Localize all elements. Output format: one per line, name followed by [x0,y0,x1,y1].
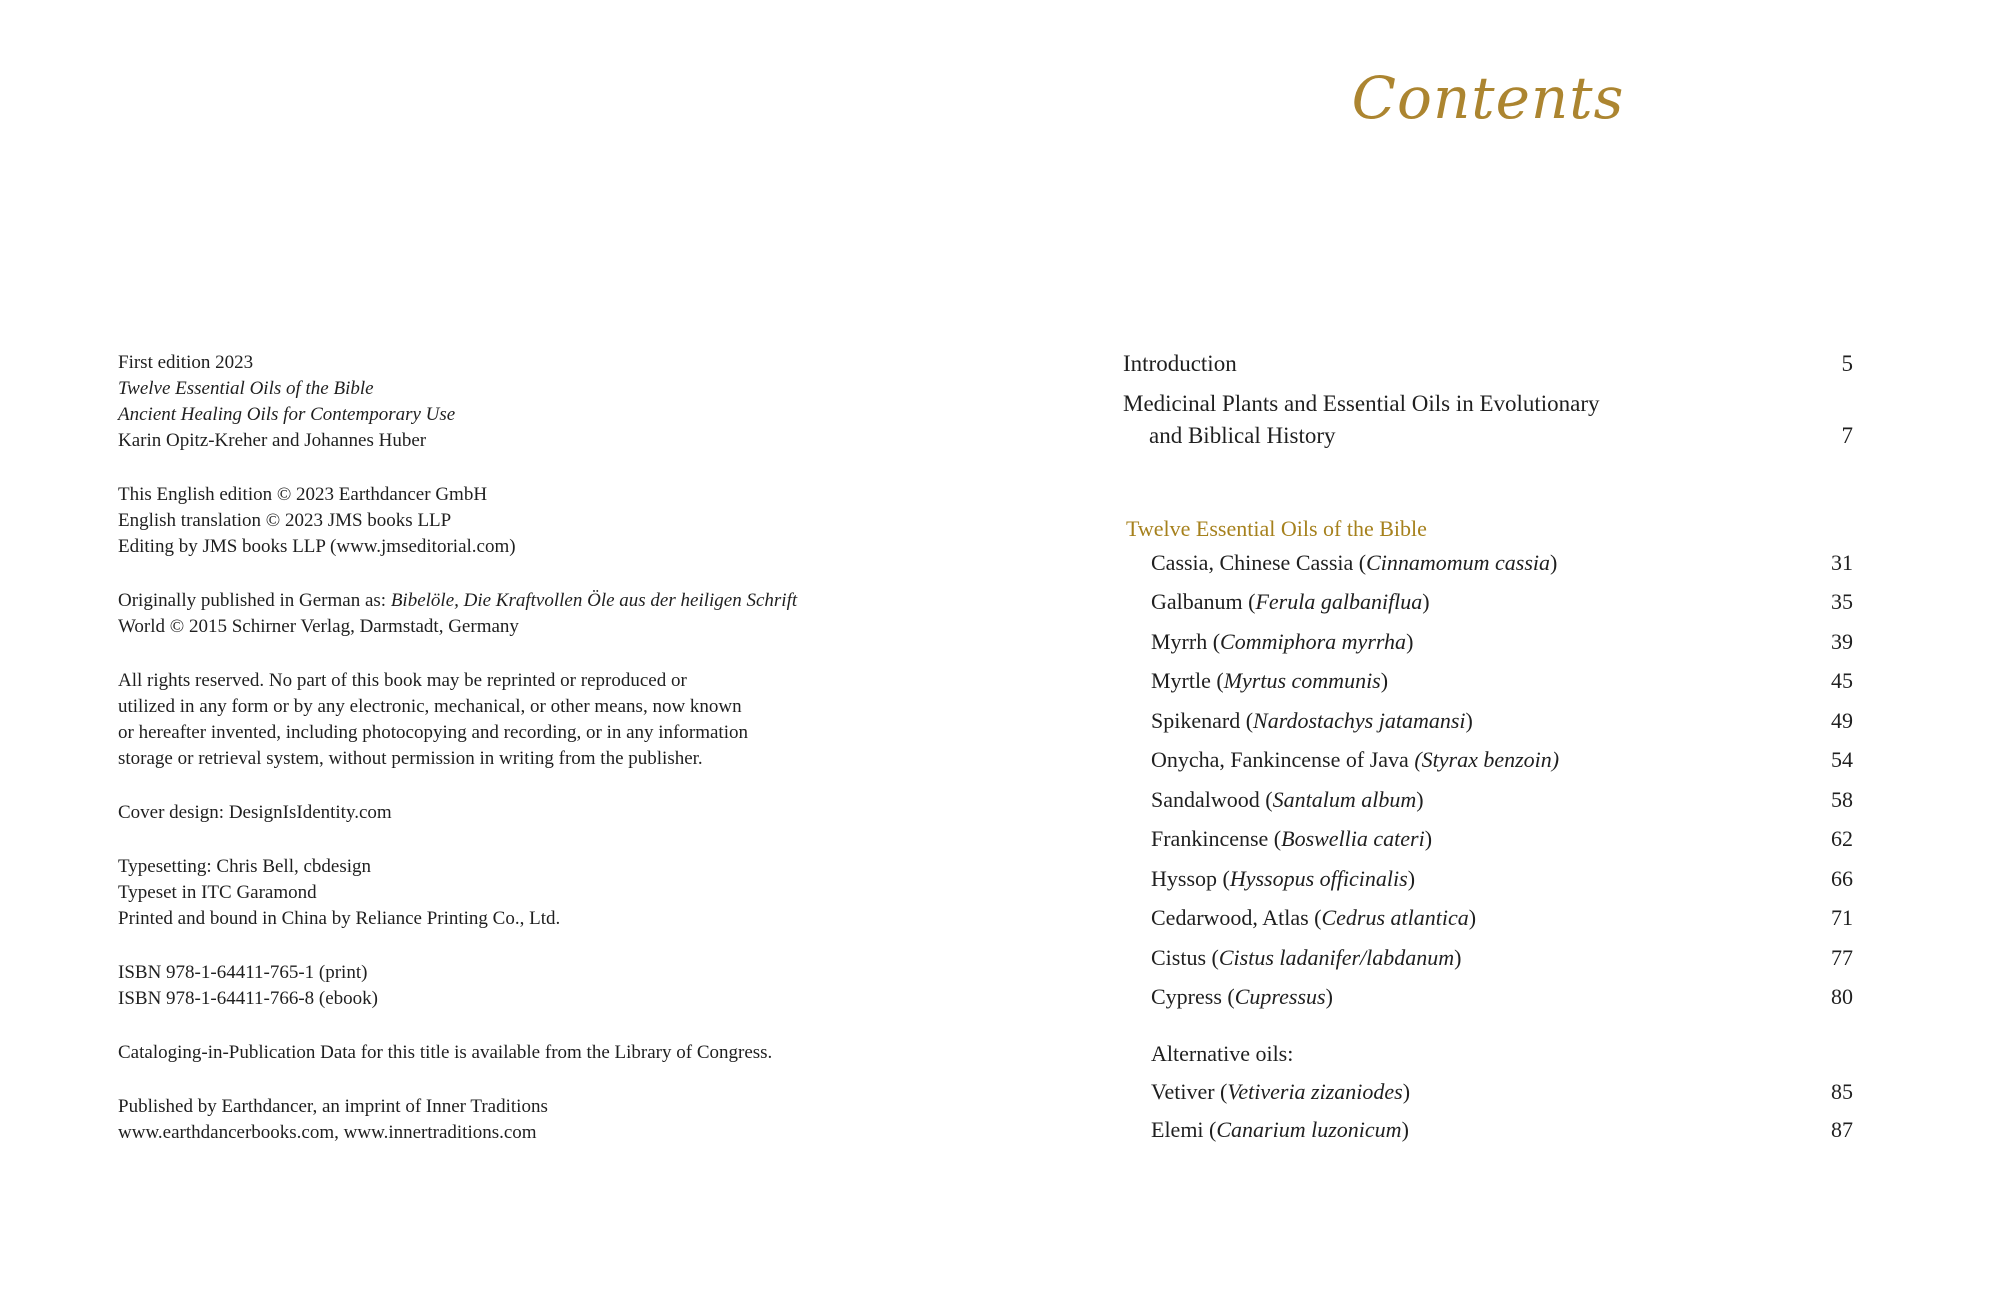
text-segment: ) [1550,549,1558,575]
toc-entry-label [1151,827,1831,851]
toc-entry-label [1151,906,1831,930]
text-segment-italic: Vetiveria zizaniodes [1227,1079,1403,1104]
toc-entry-label [1151,709,1831,733]
text-segment: ) [1424,826,1433,851]
toc-entry-page-number: 35 [1831,589,1853,614]
copyright-paragraph [118,960,908,1012]
toc-entry-label [1151,748,1831,772]
toc-entry [1123,1118,1853,1142]
toc-alternative-list [1123,1042,1853,1142]
text-segment: English translation © 2023 JMS books LLP [118,510,452,531]
toc-entry-label [1123,352,1842,376]
toc-front-list [1123,352,1853,448]
toc-entry [1123,424,1853,448]
copyright-paragraph [118,350,908,454]
toc-entry-page-number: 80 [1831,984,1853,1009]
text-segment: Myrtle ( [1151,668,1224,693]
text-segment: ) [1401,1117,1409,1142]
text-segment: ) [1380,668,1389,693]
text-segment: ) [1465,707,1473,733]
text-segment: Cedarwood, Atlas ( [1151,905,1322,930]
text-segment: All rights reserved. No part of this book may be reprinted or reproduced or [118,670,687,691]
toc-entry [1123,630,1853,654]
toc-entry-label [1151,788,1831,812]
text-segment-italic: (Styrax benzoin) [1414,747,1560,772]
toc-entry-label [1151,669,1831,693]
copyright-line [118,350,908,376]
text-segment: Medicinal Plants and Essential Oils in Evolutionary [1123,390,1600,416]
text-segment-italic: Cedrus atlantica [1321,905,1469,930]
text-segment: Typeset in ITC Garamond [118,882,317,903]
toc-entry [1123,748,1853,772]
text-segment: Vetiver ( [1151,1079,1228,1104]
text-segment: First edition 2023 [118,352,254,373]
toc-entry [1123,352,1853,376]
copyright-paragraph [118,588,908,640]
text-segment-italic: Commiphora myrrha [1220,628,1407,654]
copyright-line [118,482,908,508]
copyright-paragraph [118,482,908,560]
text-segment: Karin Opitz-Kreher and Johannes Huber [118,430,427,451]
text-segment-italic: Nardostachys jatamansi [1253,707,1466,733]
copyright-line [118,1040,908,1066]
text-segment: Onycha, Fankincense of Java [1151,747,1415,772]
toc-entry-label [1151,1042,1853,1066]
copyright-paragraph [118,854,908,932]
text-segment-italic: Cinnamomum cassia [1366,549,1551,575]
contents-page [1123,0,1853,1304]
text-segment: storage or retrieval system, without permission in writing from the publisher. [118,748,703,769]
toc-entry-page-number: 45 [1831,668,1853,693]
contents-title: Contents [1351,64,1625,132]
toc-entry [1123,985,1853,1009]
toc-entry [1123,669,1853,693]
text-segment-italic: Myrtus communis [1223,668,1381,693]
text-segment: World © 2015 Schirner Verlag, Darmstadt, Germany [118,616,519,637]
toc-entry-label [1151,551,1831,575]
copyright-line [118,534,908,560]
text-segment: ISBN 978-1-64411-765-1 (print) [118,962,368,983]
text-segment: Printed and bound in China by Reliance Printing Co., Ltd. [118,908,561,929]
text-segment: Editing by JMS books LLP (www.jmseditorial.com) [118,536,516,557]
text-segment-italic: Canarium luzonicum [1216,1117,1402,1142]
text-segment: Hyssop ( [1151,865,1230,891]
text-segment: Cassia, Chinese Cassia ( [1151,549,1367,575]
text-segment: Myrrh ( [1151,628,1221,654]
text-segment: ) [1422,589,1430,614]
copyright-line [118,906,908,932]
toc-entry-page-number: 85 [1831,1079,1853,1104]
text-segment: ) [1325,984,1333,1009]
copyright-line [118,694,908,720]
copyright-line [118,1120,908,1146]
toc-entry [1123,709,1853,733]
copyright-line [118,402,908,428]
toc-entry [1123,551,1853,575]
copyright-paragraph [118,668,908,772]
text-segment: Typesetting: Chris Bell, cbdesign [118,856,372,877]
text-segment: Published by Earthdancer, an imprint of Inner Traditions [118,1096,548,1117]
text-segment-italic: Twelve Essential Oils of the Bible [118,378,374,399]
toc-entry-label [1151,867,1831,891]
toc-entry [1123,590,1853,614]
text-segment: ) [1406,628,1414,654]
copyright-paragraph [118,800,908,826]
text-segment: Spikenard ( [1151,707,1254,733]
toc-entry-label [1151,985,1831,1009]
toc-entry-page-number: 5 [1841,351,1853,376]
text-segment-italic: Bibelöle, Die Kraftvollen Öle aus der heiligen Schrift [390,590,798,611]
text-segment: Cistus ( [1151,944,1219,970]
toc-entry-label [1151,1080,1831,1104]
text-segment: Elemi ( [1151,1117,1217,1142]
text-segment: Cypress ( [1151,984,1235,1009]
toc-body [1123,0,1853,1142]
text-segment: or hereafter invented, including photocopying and recording, or in any information [118,722,748,743]
toc-entry [1123,788,1853,812]
toc-entry-label [1151,1118,1831,1142]
copyright-line [118,986,908,1012]
toc-entry-page-number: 66 [1831,865,1853,891]
copyright-line [118,854,908,880]
copyright-line [118,508,908,534]
copyright-line [118,1094,908,1120]
copyright-line [118,668,908,694]
text-segment-italic: Ferula galbaniflua [1255,589,1423,614]
text-segment: ) [1402,1079,1411,1104]
toc-entry-page-number: 31 [1831,549,1853,575]
text-segment-italic: Hyssopus officinalis [1229,865,1408,891]
copyright-line [118,960,908,986]
text-segment: ) [1468,905,1477,930]
copyright-line [118,880,908,906]
text-segment: Frankincense ( [1151,826,1282,851]
text-segment-italic: Boswellia cateri [1281,826,1425,851]
toc-entry-page-number: 58 [1831,786,1853,812]
toc-entry-label [1151,946,1831,970]
copyright-line [118,376,908,402]
copyright-paragraph [118,1040,908,1066]
toc-entry-label [1151,590,1831,614]
text-segment: Alternative oils: [1151,1041,1294,1066]
text-segment: Cover design: DesignIsIdentity.com [118,802,392,823]
text-segment-italic: Cistus ladanifer/labdanum [1218,944,1455,970]
copyright-text-block [118,350,908,1174]
copyright-paragraph [118,1094,908,1146]
toc-entry-page-number: 49 [1831,707,1853,733]
copyright-line [118,614,908,640]
toc-entry-label [1149,424,1842,448]
toc-entry-page-number: 71 [1831,905,1853,930]
copyright-line [118,428,908,454]
toc-section-list [1123,551,1853,1010]
text-segment-italic: Ancient Healing Oils for Contemporary Use [118,404,456,425]
text-segment: This English edition © 2023 Earthdancer GmbH [118,484,488,505]
toc-entry [1123,1042,1853,1066]
text-segment: ) [1416,786,1424,812]
text-segment-italic: Santalum album [1272,786,1417,812]
copyright-line [118,746,908,772]
toc-entry-page-number: 7 [1841,422,1853,448]
toc-entry-page-number: 87 [1831,1117,1853,1142]
copyright-line [118,720,908,746]
text-segment: ) [1407,865,1416,891]
toc-entry [1123,392,1853,416]
text-segment: and Biblical History [1149,422,1336,448]
toc-entry-label [1123,392,1853,416]
text-segment: utilized in any form or by any electronic, mechanical, or other means, now known [118,696,742,717]
text-segment: ) [1454,944,1462,970]
text-segment: Sandalwood ( [1151,786,1273,812]
toc-entry-page-number: 39 [1831,628,1853,654]
toc-entry-page-number: 77 [1831,944,1853,970]
text-segment: www.earthdancerbooks.com, www.innertraditions.com [118,1122,537,1143]
toc-entry-label [1151,630,1831,654]
toc-section-heading: Twelve Essential Oils of the Bible [1126,515,1427,541]
toc-entry [1123,906,1853,930]
text-segment: Introduction [1123,351,1237,376]
toc-entry-page-number: 62 [1831,826,1853,851]
text-segment: Galbanum ( [1151,589,1256,614]
text-segment: ISBN 978-1-64411-766-8 (ebook) [118,988,378,1009]
toc-entry-page-number: 54 [1831,747,1853,772]
text-segment-italic: Cupressus [1234,984,1326,1009]
text-segment: Originally published in German as: [118,590,391,611]
toc-entry [1123,1080,1853,1104]
toc-entry [1123,946,1853,970]
toc-entry [1123,827,1853,851]
copyright-line [118,800,908,826]
copyright-line [118,588,908,614]
toc-entry [1123,867,1853,891]
text-segment: Cataloging-in-Publication Data for this title is available from the Library of Congress. [118,1042,773,1063]
